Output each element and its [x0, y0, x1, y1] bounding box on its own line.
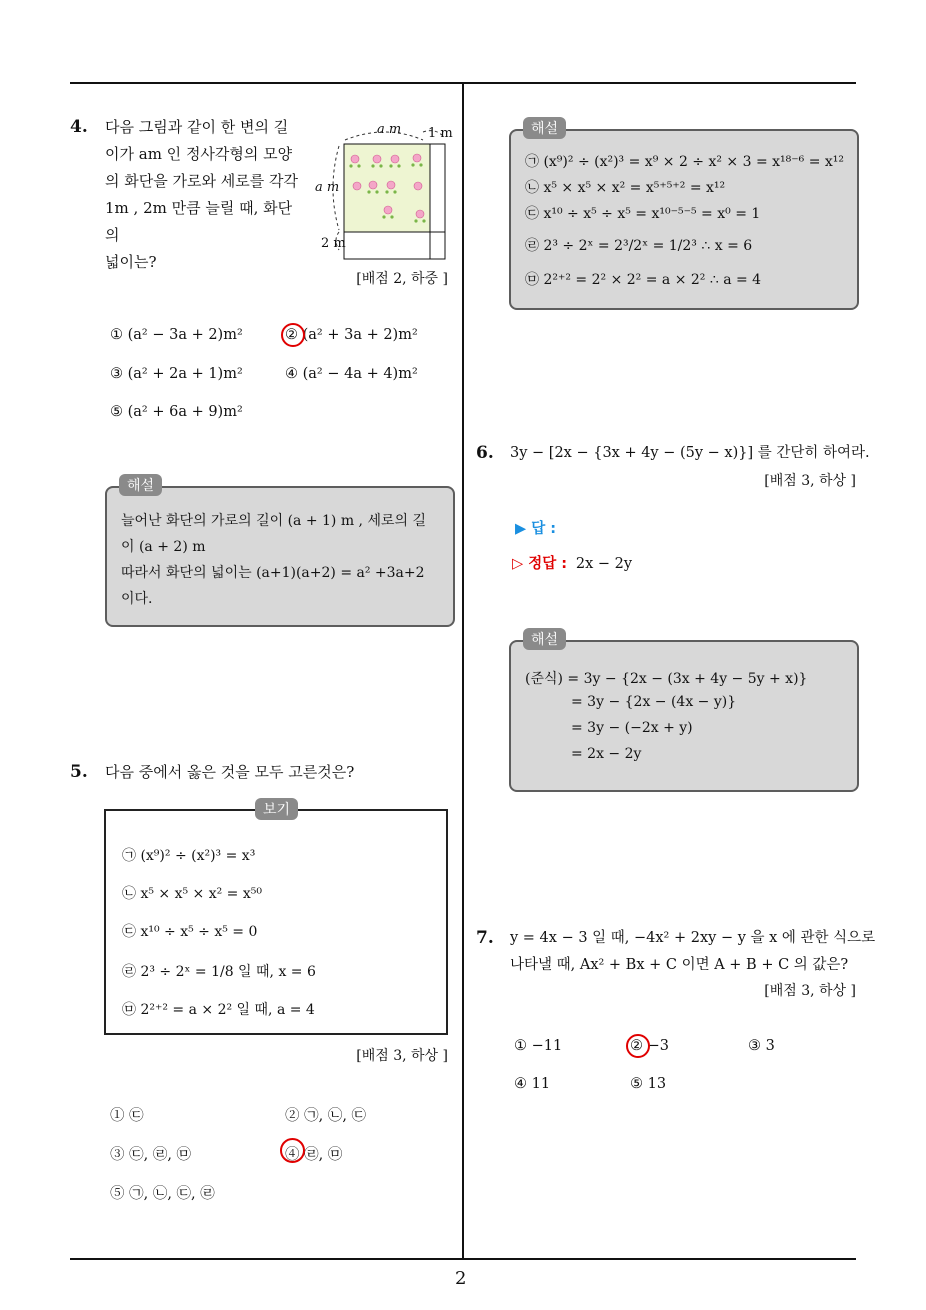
q4-choice-3[interactable]: ③ (a² + 2a + 1)m² — [110, 366, 243, 382]
q7-choice-2[interactable]: ② −3 — [630, 1038, 669, 1054]
q4-line: 다음 그림과 같이 한 변의 길 — [105, 118, 289, 136]
q6-sol-line: (준식) = 3y − {2x − (3x + 4y − 5y + x)} — [525, 671, 808, 687]
q5-sol-line: ㉠ (x⁹)² ÷ (x²)³ = x⁹ × 2 ÷ x² × 3 = x¹⁸⁻⁶ = x¹² — [525, 154, 845, 170]
q5-choice-2[interactable]: ② ㉠, ㉡, ㉢ — [285, 1108, 367, 1124]
q4-solution-box — [105, 486, 455, 627]
q7-choice-3[interactable]: ③ 3 — [748, 1038, 775, 1054]
q5-solution-tag: 해설 — [523, 117, 566, 139]
q5-sol-line: ㉤ 2²⁺² = 2² × 2² = a × 2² ∴ a = 4 — [525, 272, 762, 288]
q6-number: 6. — [476, 443, 494, 463]
q4-line: 이가 am 인 정사각형의 모양 — [105, 145, 293, 163]
answer-mark-circle — [281, 323, 305, 347]
q4-choice-1[interactable]: ① (a² − 3a + 2)m² — [110, 327, 243, 343]
q5-choice-4[interactable]: ④ ㉣, ㉤ — [285, 1147, 343, 1163]
q4-line: 넓이는? — [105, 253, 157, 271]
q4-number: 4. — [70, 117, 88, 137]
q5-choice-3[interactable]: ③ ㉢, ㉣, ㉤ — [110, 1147, 192, 1163]
page-number: 2 — [455, 1268, 467, 1289]
q5-item: ㉤ 2²⁺² = a × 2² 일 때, a = 4 — [122, 1002, 315, 1018]
q5-solution-box — [509, 129, 859, 310]
q5-sol-line: ㉡ x⁵ × x⁵ × x² = x⁵⁺⁵⁺² = x¹² — [525, 180, 726, 196]
answer-mark-circle — [626, 1034, 650, 1058]
fig-label-top: a m — [377, 122, 402, 137]
q6-sol-line: = 2x − 2y — [571, 746, 642, 762]
q4-score: [배점 2, 하중 ] — [356, 271, 448, 287]
q4-sol-line: 따라서 화단의 넓이는 (a+1)(a+2) = a² +3a+2 — [121, 565, 425, 581]
q5-item: ㉣ 2³ ÷ 2ˣ = 1/8 일 때, x = 6 — [122, 964, 316, 980]
q6-correct-value: 2x − 2y — [575, 556, 633, 572]
q7-choice-5[interactable]: ⑤ 13 — [630, 1076, 667, 1092]
q6-correct-label: ▷ 정답 : — [512, 556, 568, 572]
q6-sol-line: = 3y − (−2x + y) — [571, 720, 693, 736]
q5-choice-5[interactable]: ⑤ ㉠, ㉡, ㉢, ㉣ — [110, 1186, 215, 1202]
fig-label-bottom: 2 m — [321, 236, 346, 251]
q5-item: ㉡ x⁵ × x⁵ × x² = x⁵⁰ — [122, 886, 262, 902]
q6-text: 3y − [2x − {3x + 4y − (5y − x)}] 를 간단히 하여라. — [510, 445, 870, 461]
q4-text — [105, 114, 305, 276]
fig-label-right: 1 m — [428, 126, 453, 141]
fig-label-left: a m — [315, 180, 340, 195]
garden-figure — [315, 122, 455, 262]
q6-score: [배점 3, 하상 ] — [764, 473, 856, 489]
q7-choice-4[interactable]: ④ 11 — [514, 1076, 551, 1092]
q4-line: 의 화단을 가로와 세로를 각각 — [105, 172, 298, 190]
q6-solution-box — [509, 640, 859, 792]
q4-choice-4[interactable]: ④ (a² − 4a + 4)m² — [285, 366, 418, 382]
q6-answer-label: ▶ 답 : — [515, 521, 557, 537]
q5-example-box — [104, 809, 448, 1035]
answer-mark-circle — [280, 1138, 305, 1163]
q4-choice-5[interactable]: ⑤ (a² + 6a + 9)m² — [110, 404, 243, 420]
q6-sol-line: = 3y − {2x − (4x − y)} — [571, 694, 737, 710]
q7-line: y = 4x − 3 일 때, −4x² + 2xy − y 을 x 에 관한 식으로 — [510, 930, 876, 946]
q4-sol-line: 늘어난 화단의 가로의 길이 (a + 1) m , 세로의 길 — [121, 513, 426, 529]
q5-text: 다음 중에서 옳은 것을 모두 고른것은? — [105, 763, 355, 781]
q7-line: 나타낼 때, Ax² + Bx + C 이면 A + B + C 의 값은? — [510, 957, 849, 973]
q4-choice-2[interactable]: ② (a² + 3a + 2)m² — [285, 327, 418, 343]
column-divider — [462, 82, 464, 1260]
q5-choice-1[interactable]: ① ㉢ — [110, 1108, 144, 1124]
q7-number: 7. — [476, 928, 494, 948]
q6-correct-answer — [512, 552, 632, 573]
q4-sol-line: 이 (a + 2) m — [121, 539, 206, 555]
q5-number: 5. — [70, 762, 88, 782]
q7-choice-1[interactable]: ① −11 — [514, 1038, 563, 1054]
q4-line: 1m , 2m 만큼 늘릴 때, 화단의 — [105, 199, 293, 244]
q4-solution-tag: 해설 — [119, 474, 162, 496]
q5-item: ㉠ (x⁹)² ÷ (x²)³ = x³ — [122, 848, 256, 864]
q4-sol-line: 이다. — [121, 591, 153, 607]
q6-solution-tag: 해설 — [523, 628, 566, 650]
q5-score: [배점 3, 하상 ] — [356, 1048, 448, 1064]
q5-sol-line: ㉣ 2³ ÷ 2ˣ = 2³/2ˣ = 1/2³ ∴ x = 6 — [525, 238, 753, 254]
q5-item: ㉢ x¹⁰ ÷ x⁵ ÷ x⁵ = 0 — [122, 924, 258, 940]
q5-example-tag: 보기 — [255, 798, 298, 820]
q7-text — [510, 925, 875, 979]
q7-score: [배점 3, 하상 ] — [764, 983, 856, 999]
q5-sol-line: ㉢ x¹⁰ ÷ x⁵ ÷ x⁵ = x¹⁰⁻⁵⁻⁵ = x⁰ = 1 — [525, 206, 761, 222]
bottom-rule — [70, 1258, 856, 1260]
